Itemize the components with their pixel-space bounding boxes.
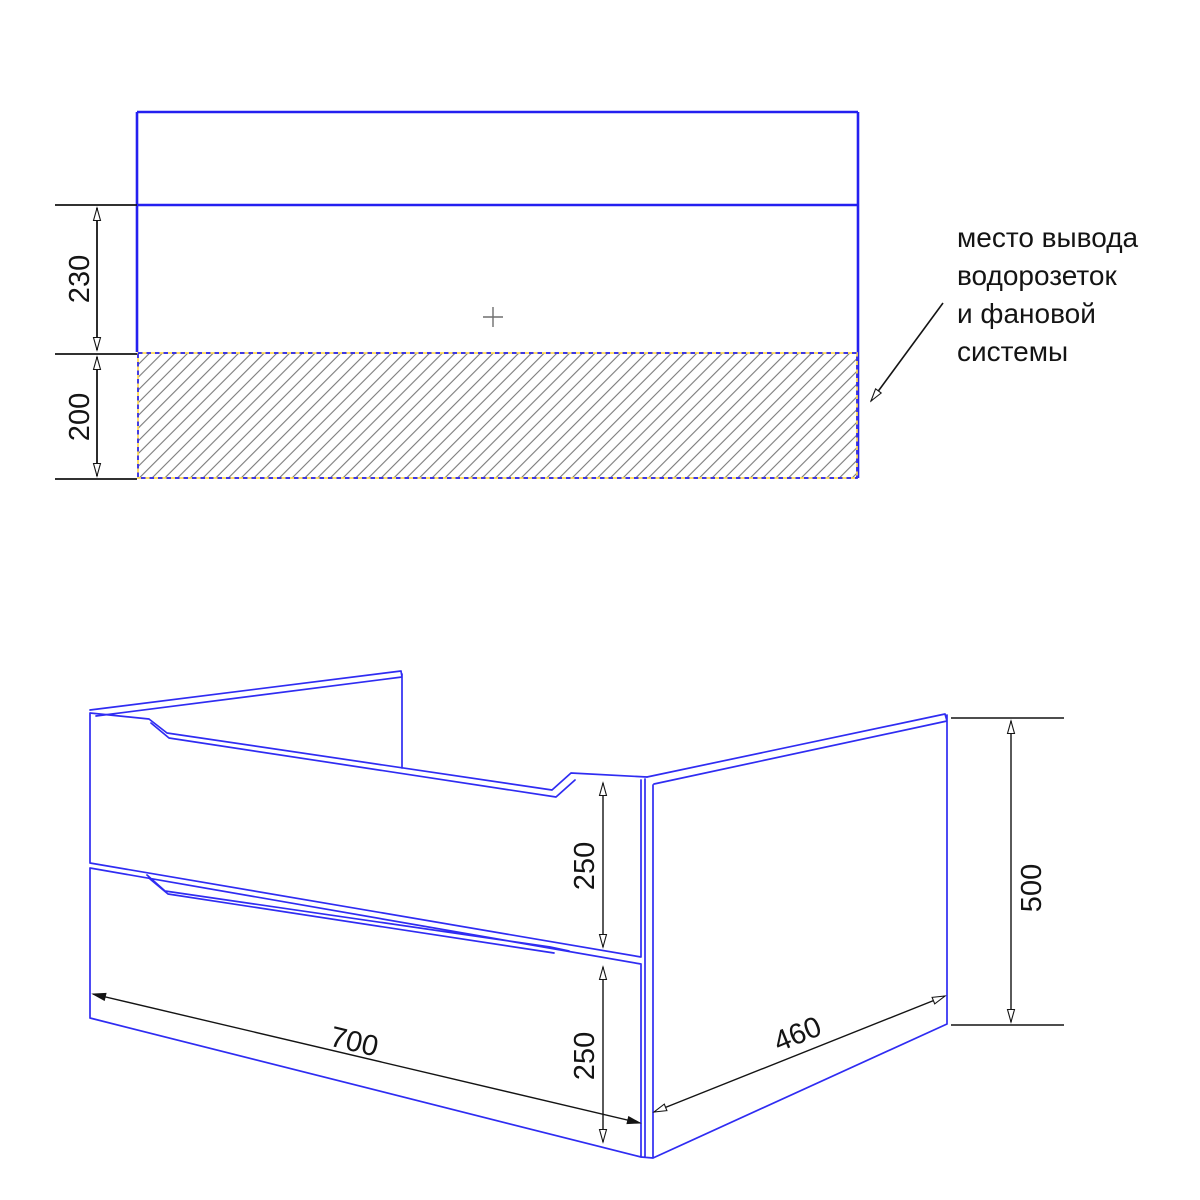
top-view xyxy=(55,112,1139,479)
annotation-text xyxy=(957,222,1139,367)
right-side-panel xyxy=(641,714,947,1158)
annotation-leader-arrow xyxy=(871,303,943,401)
annotation-line-4: системы xyxy=(957,336,1069,367)
dimension-250-bottom-label: 250 xyxy=(569,1031,601,1081)
annotation-line-2: водорозеток xyxy=(957,260,1117,291)
dimension-460-label: 460 xyxy=(769,1010,827,1059)
hatch-area xyxy=(138,353,857,478)
top-view-dimension-labels xyxy=(64,255,96,441)
cabinet-outline xyxy=(90,671,947,1158)
dimension-460-line xyxy=(654,996,945,1112)
center-mark-plus-icon xyxy=(483,307,503,327)
iso-dimension-labels xyxy=(327,842,1048,1080)
annotation xyxy=(871,222,1139,401)
dimension-700-label: 700 xyxy=(326,1021,382,1064)
hatch-fill xyxy=(138,353,857,478)
annotation-line-1: место вывода xyxy=(957,222,1139,253)
iso-view xyxy=(90,671,1064,1158)
back-panel xyxy=(90,671,402,768)
dimension-250-top-label: 250 xyxy=(569,841,601,891)
annotation-line-3: и фановой xyxy=(957,298,1096,329)
dimension-200-label: 200 xyxy=(64,392,96,442)
dimension-230-label: 230 xyxy=(64,254,96,304)
dimension-500-label: 500 xyxy=(1016,863,1048,913)
